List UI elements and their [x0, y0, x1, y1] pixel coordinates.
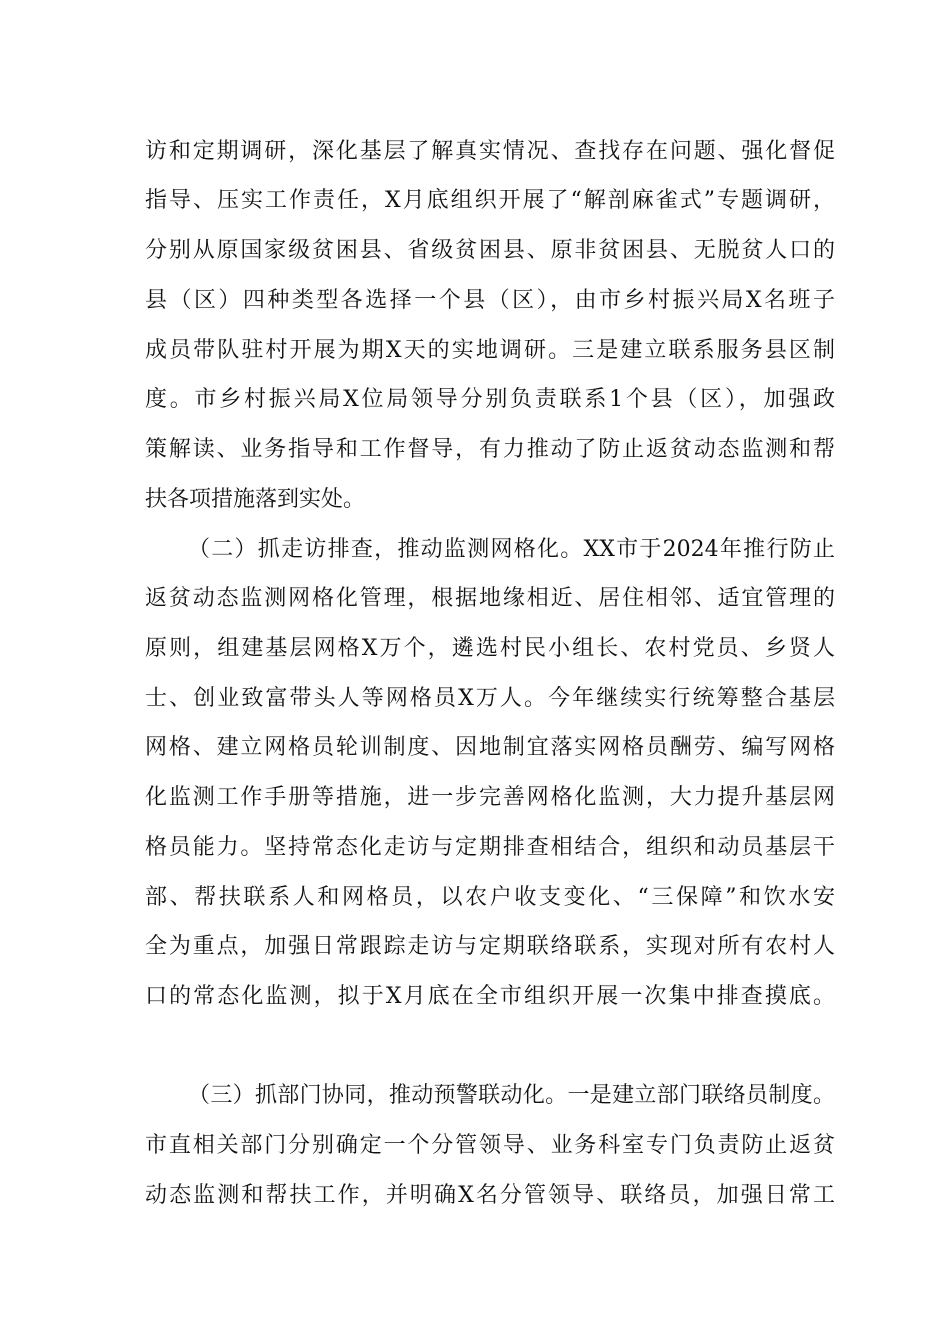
paragraph-2-line: 士、创业致富带头人等网格员X万人。今年继续实行统筹整合基层	[145, 686, 835, 711]
paragraph-2-line: 格员能力。坚持常态化走访与定期排查相结合，组织和动员基层干	[145, 835, 835, 860]
paragraph-2-line: 原则，组建基层网格X万个，遴选村民小组长、农村党员、乡贤人	[145, 636, 835, 661]
paragraph-1-line: 度。市乡村振兴局X位局领导分别负责联系1个县（区），加强政	[145, 387, 835, 412]
paragraph-1-line: 策解读、业务指导和工作督导，有力推动了防止返贫动态监测和帮	[145, 437, 835, 462]
paragraph-1-line: 扶各项措施落到实处。	[145, 487, 366, 512]
paragraph-3-line: 市直相关部门分别确定一个分管领导、业务科室专门负责防止返贫	[145, 1133, 835, 1158]
paragraph-2-line: 部、帮扶联系人和网格员，以农户收支变化、“三保障”和饮水安	[145, 885, 835, 910]
paragraph-2-line: 口的常态化监测，拟于X月底在全市组织开展一次集中排查摸底。	[145, 984, 835, 1009]
paragraph-1-line: 分别从原国家级贫困县、省级贫困县、原非贫困县、无脱贫人口的	[145, 238, 835, 263]
paragraph-2-line: （二）抓走访排查，推动监测网格化。XX市于2024年推行防止	[188, 537, 835, 562]
paragraph-2-line: 返贫动态监测网格化管理，根据地缘相近、居住相邻、适宜管理的	[145, 586, 835, 611]
paragraph-1-line: 成员带队驻村开展为期X天的实地调研。三是建立联系服务县区制	[145, 338, 835, 363]
paragraph-1-line: 县（区）四种类型各选择一个县（区），由市乡村振兴局X名班子	[145, 288, 835, 313]
paragraph-2-line: 化监测工作手册等措施，进一步完善网格化监测，大力提升基层网	[145, 785, 835, 810]
paragraph-3-line: 动态监测和帮扶工作，并明确X名分管领导、联络员，加强日常工	[145, 1183, 835, 1208]
paragraph-2-line: 网格、建立网格员轮训制度、因地制宜落实网格员酬劳、编写网格	[145, 735, 835, 760]
paragraph-1-line: 访和定期调研，深化基层了解真实情况、查找存在问题、强化督促	[145, 139, 835, 164]
paragraph-2-line: 全为重点，加强日常跟踪走访与定期联络联系，实现对所有农村人	[145, 934, 835, 959]
paragraph-1-line: 指导、压实工作责任，X月底组织开展了“解剖麻雀式”专题调研，	[145, 188, 835, 213]
paragraph-3-line: （三）抓部门协同，推动预警联动化。一是建立部门联络员制度。	[188, 1083, 835, 1108]
